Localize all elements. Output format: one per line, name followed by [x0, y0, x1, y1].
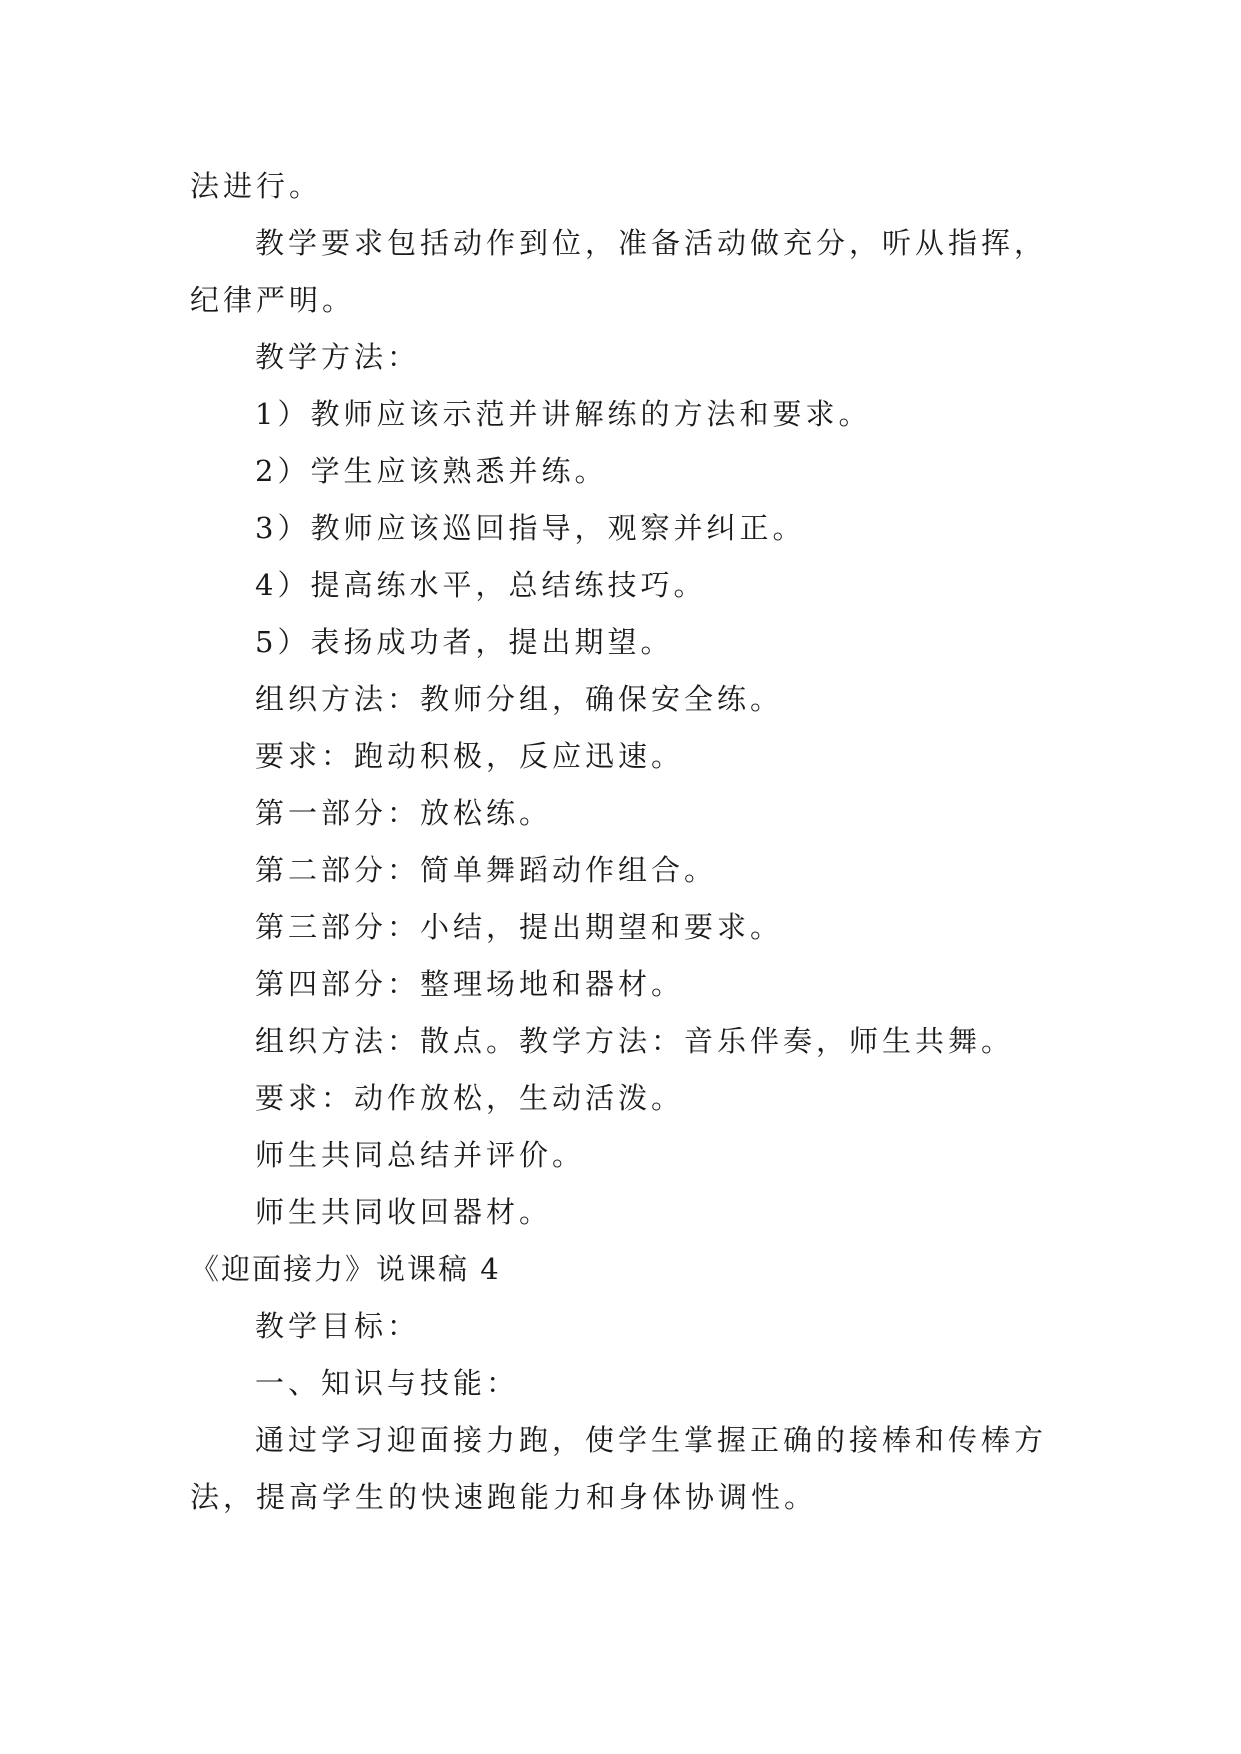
text-line: 组织方法：教师分组，确保安全练。 [255, 682, 784, 716]
text-line: 要求：动作放松，生动活泼。 [255, 1081, 685, 1115]
text-line: 法，提高学生的快速跑能力和身体协调性。 [190, 1480, 818, 1514]
list-item: 4）提高练水平，总结练技巧。 [255, 568, 707, 602]
text-line: 第三部分：小结，提出期望和要求。 [255, 910, 784, 944]
text-line: 通过学习迎面接力跑，使学生掌握正确的接棒和传棒方 [255, 1423, 1048, 1457]
text-line: 要求：跑动积极，反应迅速。 [255, 739, 685, 773]
text-line: 教学要求包括动作到位，准备活动做充分，听从指挥， [255, 226, 1048, 260]
list-item: 1）教师应该示范并讲解练的方法和要求。 [255, 397, 872, 431]
text-line: 第四部分：整理场地和器材。 [255, 967, 685, 1001]
text-line: 师生共同收回器材。 [255, 1195, 553, 1229]
section-title: 《迎面接力》说课稿 4 [190, 1252, 501, 1286]
text-line: 法进行。 [190, 169, 323, 203]
list-item: 5）表扬成功者，提出期望。 [255, 625, 674, 659]
list-item: 3）教师应该巡回指导，观察并纠正。 [255, 511, 806, 545]
text-line: 教学方法： [255, 340, 421, 374]
text-line: 纪律严明。 [190, 283, 356, 317]
text-line: 一、知识与技能： [255, 1366, 520, 1400]
text-line: 第一部分：放松练。 [255, 796, 553, 830]
text-line: 教学目标： [255, 1309, 421, 1343]
text-line: 第二部分：简单舞蹈动作组合。 [255, 853, 718, 887]
text-line: 师生共同总结并评价。 [255, 1138, 586, 1172]
list-item: 2）学生应该熟悉并练。 [255, 454, 608, 488]
text-line: 组织方法：散点。教学方法：音乐伴奏，师生共舞。 [255, 1024, 1015, 1058]
